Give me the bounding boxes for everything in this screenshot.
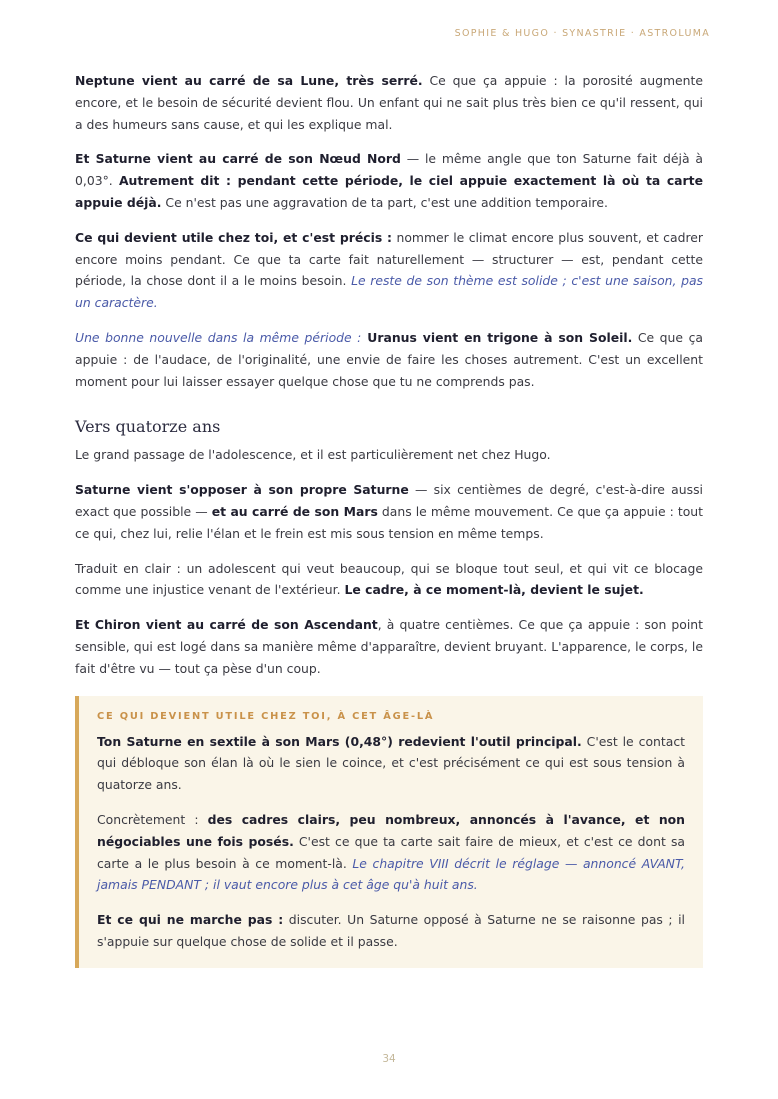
paragraph-neptune-lune bbox=[75, 70, 703, 135]
emphasis: Autrement dit : pendant cette période, le ciel appuie exactement là où ta carte appuie déjà. bbox=[75, 173, 703, 210]
emphasis: et au carré de son Mars bbox=[211, 503, 378, 519]
body-text: nommer le climat encore plus souvent, et cadrer encore moins pendant. Ce que ta carte fait naturellement — structurer — est, pendant cette période, la chose dont il a le moins besoin. bbox=[75, 229, 703, 289]
body-text: — le même angle que ton Saturne fait déjà à 0,03°. bbox=[75, 151, 703, 189]
emphasis: Le cadre, à ce moment-là, devient le sujet. bbox=[344, 582, 644, 598]
paragraph-utile-chez-toi bbox=[75, 227, 703, 314]
emphasis: Et Chiron vient au carré de son Ascendant bbox=[75, 617, 378, 633]
body-text: dans le même mouvement. Ce que ça appuie : tout ce qui, chez lui, relie l'élan et le frein est mis sous tension en même temps. bbox=[75, 503, 703, 541]
body-text: C'est le contact qui débloque son élan là où le sien le coince, et c'est précisément ce qui est sous tension à quatorze ans. bbox=[97, 733, 685, 793]
emphasis: Ce qui devient utile chez toi, et c'est précis : bbox=[75, 229, 392, 245]
paragraph-saturne-opposition bbox=[75, 479, 703, 544]
body-text: , à quatre centièmes. Ce que ça appuie : son point sensible, qui est logé dans sa manière même d'apparaître, devient bruyant. L'apparence, le corps, le fait d'être vu — tout ça pèse d'un coup. bbox=[75, 617, 704, 676]
body-text: discuter. Un Saturne opposé à Saturne ne se raisonne pas ; il s'appuie sur quelque chose de solide et il passe. bbox=[97, 912, 686, 949]
body-text: — six centièmes de degré, c'est-à-dire aussi exact que possible — bbox=[75, 482, 703, 519]
callout-box bbox=[75, 696, 703, 968]
callout-paragraph-concretement bbox=[97, 809, 685, 896]
callout-paragraph-sextile bbox=[97, 731, 685, 796]
page-number: 34 bbox=[382, 1053, 396, 1065]
emphasis: Et Saturne vient au carré de son Nœud Nord bbox=[75, 151, 401, 167]
italic-note: Le reste de son thème est solide ; c'est une saison, pas un caractère. bbox=[75, 273, 704, 311]
body-text: Ce n'est pas une aggravation de ta part, c'est une addition temporaire. bbox=[161, 194, 608, 210]
body-text: Traduit en clair : un adolescent qui veut beaucoup, qui se bloque tout seul, et qui vit ce blocage comme une injustice venant de l'extérieur. bbox=[75, 560, 703, 598]
paragraph-traduit-en-clair bbox=[75, 558, 703, 602]
section-intro: Le grand passage de l'adolescence, et il est particulièrement net chez Hugo. bbox=[75, 447, 551, 463]
italic-note: Le chapitre VIII décrit le réglage — annoncé AVANT, jamais PENDANT ; il vaut encore plus à cet âge qu'à huit ans. bbox=[97, 855, 685, 893]
body-text: Ce que ça appuie : la porosité augmente encore, et le besoin de sécurité devient flou. Un enfant qui ne sait plus très bien ce qu'il ressent, qui a des humeurs sans cause, et qui les explique mal. bbox=[75, 73, 703, 132]
emphasis: des cadres clairs, peu nombreux, annoncés à l'avance, et non négociables une fois posés. bbox=[97, 811, 685, 849]
emphasis: Ton Saturne en sextile à son Mars (0,48°) redevient l'outil principal. bbox=[97, 733, 582, 749]
running-head: SOPHIE & HUGO · SYNASTRIE · ASTROLUMA bbox=[454, 28, 710, 39]
emphasis: Uranus vient en trigone à son Soleil. bbox=[361, 329, 633, 345]
page-body bbox=[75, 70, 703, 968]
callout-title: CE QUI DEVIENT UTILE CHEZ TOI, À CET ÂGE-LÀ bbox=[97, 710, 435, 722]
body-text: Ce que ça appuie : de l'audace, de l'originalité, une envie de faire les choses autrement. C'est un excellent moment pour lui laisser essayer quelque chose que tu ne comprends pas. bbox=[75, 329, 703, 389]
italic-note: Une bonne nouvelle dans la même période : bbox=[75, 329, 362, 345]
paragraph-chiron-ascendant bbox=[75, 614, 703, 679]
body-text: Concrètement : bbox=[97, 811, 208, 827]
paragraph-saturne-noeud-nord bbox=[75, 148, 703, 213]
emphasis: Et ce qui ne marche pas : bbox=[97, 912, 284, 928]
callout-paragraph-ne-marche-pas bbox=[97, 909, 685, 953]
paragraph-uranus-soleil bbox=[75, 327, 703, 392]
section-heading: Vers quatorze ans bbox=[75, 417, 221, 437]
body-text: C'est ce que ta carte sait faire de mieux, et c'est ce dont sa carte a le plus besoin à ce moment-là. bbox=[97, 833, 685, 871]
emphasis: Saturne vient s'opposer à son propre Saturne bbox=[75, 482, 409, 498]
emphasis: Neptune vient au carré de sa Lune, très serré. bbox=[75, 73, 423, 88]
